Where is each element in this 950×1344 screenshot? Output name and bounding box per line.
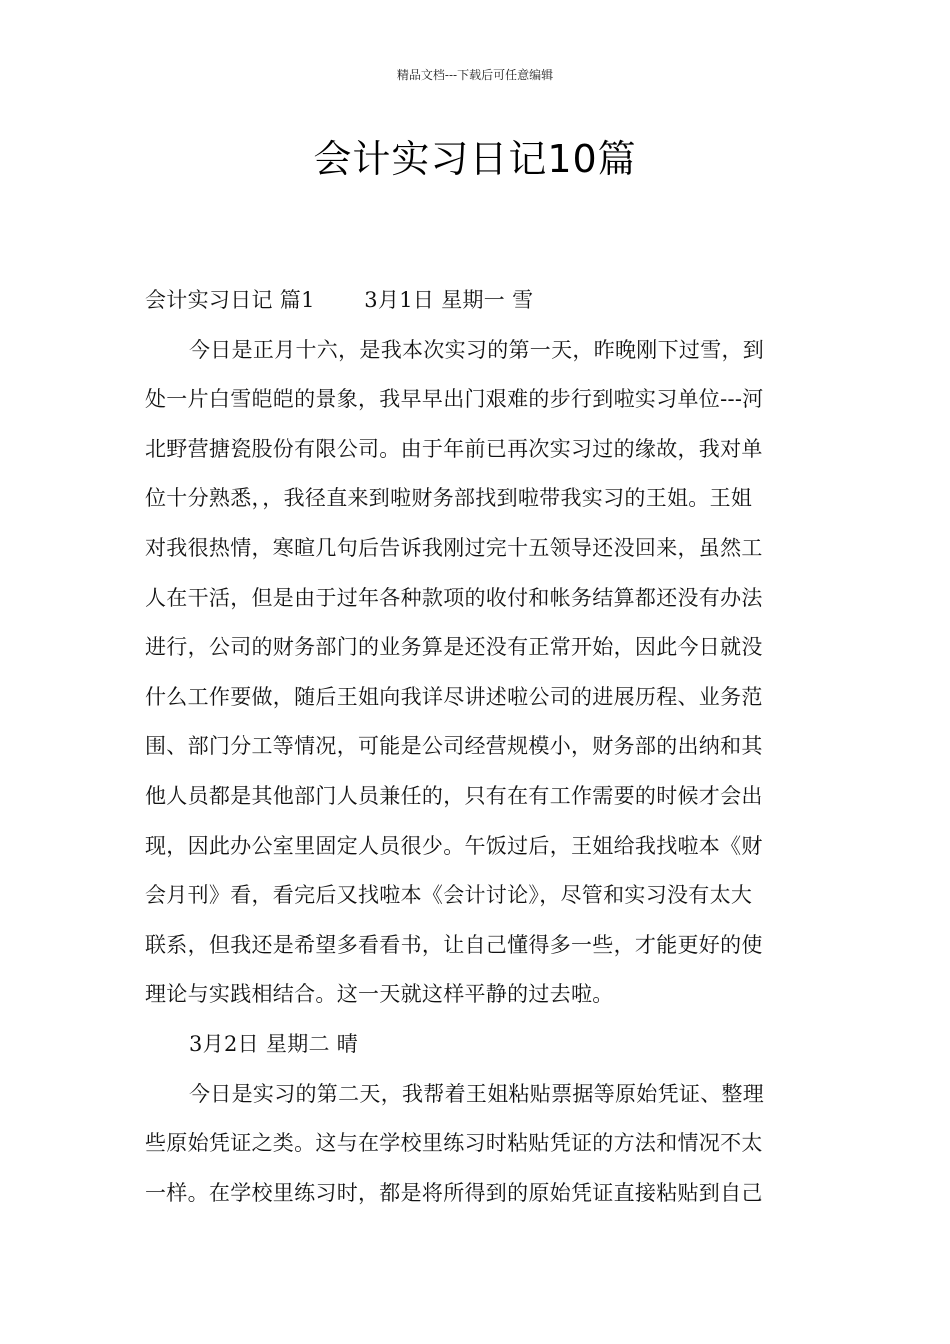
- paragraph-line: 今日是正月十六，是我本次实习的第一天，昨晚刚下过雪，到: [189, 337, 765, 362]
- paragraph-line: 位十分熟悉，，我径直来到啦财务部找到啦带我实习的王姐。王姐: [145, 486, 753, 511]
- paragraph-line: 一样。在学校里练习时，都是将所得到的原始凭证直接粘贴到自己: [145, 1180, 763, 1205]
- entry-heading-text: 3月2日 星期二 晴: [189, 1031, 359, 1056]
- paragraph-line: 什么工作要做，随后王姐向我详尽讲述啦公司的进展历程、业务范: [145, 684, 763, 709]
- paragraph-line: 对我很热情，寒暄几句后告诉我刚过完十五领导还没回来，虽然工: [145, 535, 763, 560]
- paragraph-line: 他人员都是其他部门人员兼任的，只有在有工作需要的时候才会出: [145, 783, 763, 808]
- entry-heading: [145, 276, 809, 326]
- paragraph-line: 处一片白雪皑皑的景象，我早早出门艰难的步行到啦实习单位---河: [145, 387, 764, 412]
- entry-heading: [145, 1020, 809, 1070]
- paragraph-line: 联系，但我还是希望多看看书，让自己懂得多一些，才能更好的使: [145, 932, 763, 957]
- paragraph: [145, 326, 809, 1020]
- entry-heading-text: 会计实习日记 篇1 3月1日 星期一 雪: [145, 288, 534, 312]
- document-title: 会计实习日记10篇: [313, 137, 637, 181]
- header-note: 精品文档---下载后可任意编辑: [396, 68, 554, 82]
- paragraph-line: 围、部门分工等情况，可能是公司经营规模小，财务部的出纳和其: [145, 734, 763, 759]
- paragraph-line: 进行，公司的财务部门的业务算是还没有正常开始，因此今日就没: [145, 635, 763, 660]
- paragraph-line: 些原始凭证之类。这与在学校里练习时粘贴凭证的方法和情况不太: [145, 1131, 763, 1156]
- paragraph: [145, 1070, 809, 1219]
- paragraph-line: 现，因此办公室里固定人员很少。午饭过后，王姐给我找啦本《财: [145, 833, 763, 858]
- paragraph-line: 今日是实习的第二天，我帮着王姐粘贴票据等原始凭证、整理: [189, 1081, 765, 1106]
- paragraph-line: 北野营搪瓷股份有限公司。由于年前已再次实习过的缘故，我对单: [145, 436, 763, 461]
- paragraph-line: 人在干活，但是由于过年各种款项的收付和帐务结算都还没有办法: [145, 585, 763, 610]
- paragraph-line: 会月刊》看，看完后又找啦本《会计讨论》，尽管和实习没有太大: [145, 883, 753, 908]
- document-body: [145, 276, 809, 1218]
- paragraph-line: 理论与实践相结合。这一天就这样平静的过去啦。: [145, 982, 614, 1007]
